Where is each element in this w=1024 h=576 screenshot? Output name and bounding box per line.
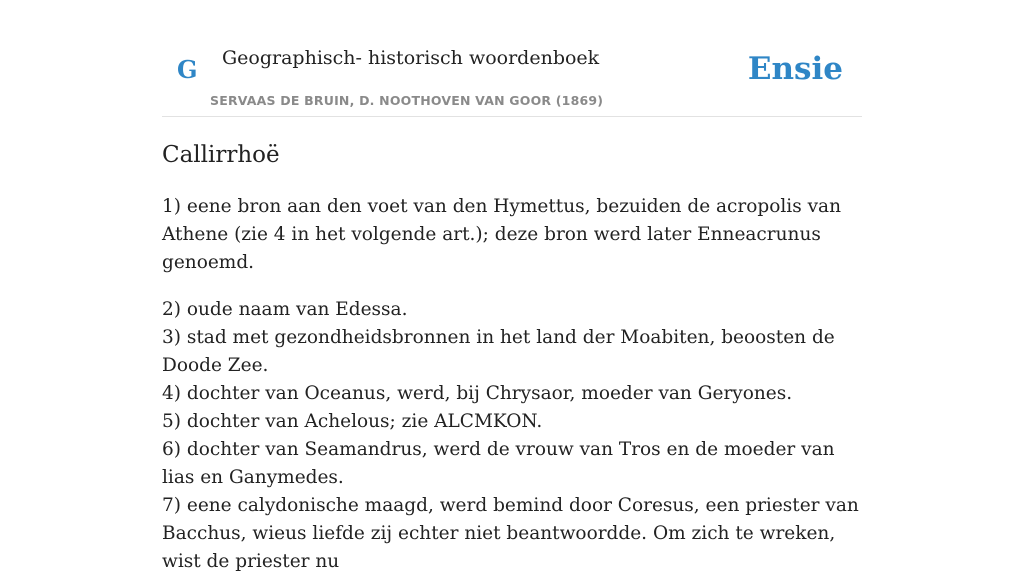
dictionary-logo-icon[interactable]: G <box>177 55 198 84</box>
entry-paragraph <box>162 193 862 277</box>
definition-item: 4) dochter van Oceanus, werd, bij Chrysaor, moeder van Geryones. <box>162 383 793 404</box>
ensie-logo[interactable]: Ensie <box>747 51 843 87</box>
definition-item: 3) stad met gezondheidsbronnen in het land der Moabiten, beoosten de Doode Zee. <box>162 327 835 376</box>
definition-item: 5) dochter van Achelous; zie ALCMKON. <box>162 411 543 432</box>
header <box>162 0 862 117</box>
definition-item: 7) eene calydonische maagd, werd bemind door Coresus, een priester van Bacchus, wieus liefde zij echter niet beantwoordde. Om zich te wreken, wist de priester nu <box>162 495 859 572</box>
book-authors: SERVAAS DE BRUIN, D. NOOTHOVEN VAN GOOR (1869) <box>210 93 604 108</box>
entry-content <box>162 136 862 576</box>
definition-item: 6) dochter van Seamandrus, werd de vrouw van Tros en de moeder van lias en Ganymedes. <box>162 439 835 488</box>
entry-title: Callirrhoë <box>162 142 280 168</box>
entry-paragraph <box>162 296 862 576</box>
definition-item: 1) eene bron aan den voet van den Hymettus, bezuiden de acropolis van Athene (zie 4 in het volgende art.); deze bron werd later Enneacrunus genoemd. <box>162 196 841 273</box>
book-title[interactable]: Geographisch- historisch woordenboek <box>222 47 600 69</box>
definition-item: 2) oude naam van Edessa. <box>162 299 408 320</box>
